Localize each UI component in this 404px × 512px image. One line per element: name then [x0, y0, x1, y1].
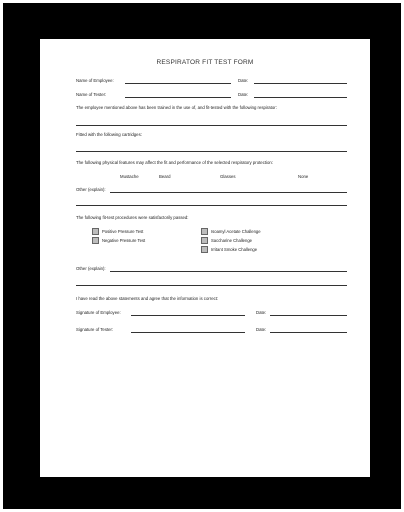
signature-employee-field[interactable] — [131, 315, 245, 316]
irritant-smoke-label: Irritant Smoke Challenge — [211, 247, 258, 252]
positive-pressure-label: Positive Pressure Test — [102, 229, 144, 234]
feature-beard[interactable]: Beard — [159, 174, 171, 179]
name-of-tester-field[interactable] — [125, 97, 231, 98]
name-of-employee-label: Name of Employee: — [76, 78, 114, 83]
tester-date-label: Date: — [238, 92, 249, 97]
negative-pressure-checkbox[interactable] — [92, 237, 99, 244]
isoamyl-acetate-label: Isoamyl Acetate Challenge — [211, 229, 261, 234]
other-explain-field-2b[interactable] — [76, 285, 347, 286]
employee-date-label: Date: — [238, 78, 249, 83]
isoamyl-acetate-checkbox[interactable] — [201, 228, 208, 235]
form-sheet — [40, 39, 370, 477]
irritant-smoke-checkbox[interactable] — [201, 246, 208, 253]
signature-tester-field[interactable] — [131, 332, 245, 333]
respirator-field[interactable] — [76, 125, 347, 126]
black-frame — [3, 3, 401, 509]
other-explain-field-1a[interactable] — [110, 192, 347, 193]
tester-date-field[interactable] — [254, 97, 347, 98]
other-explain-label-2: Other (explain): — [76, 266, 106, 271]
signature-employee-label: Signature of Employee: — [76, 310, 121, 315]
positive-pressure-checkbox[interactable] — [92, 228, 99, 235]
cartridges-label: Fitted with the following cartridges: — [76, 132, 142, 137]
signature-tester-date-label: Date: — [256, 327, 267, 332]
feature-glasses[interactable]: Glasses — [220, 174, 236, 179]
agreement-statement: I have read the above statements and agree that the information is correct: — [76, 296, 219, 301]
form-title: RESPIRATOR FIT TEST FORM — [156, 59, 254, 66]
saccharine-checkbox[interactable] — [201, 237, 208, 244]
procedures-statement: The following fit-test procedures were satisfactorily passed: — [76, 215, 189, 220]
saccharine-label: Saccharine Challenge — [211, 238, 252, 243]
cartridges-field[interactable] — [76, 151, 347, 152]
employee-date-field[interactable] — [254, 83, 347, 84]
feature-mustache[interactable]: Mustache — [120, 174, 139, 179]
signature-employee-date-field[interactable] — [270, 315, 347, 316]
trained-statement: The employee mentioned above has been trained in the use of, and fit-tested with the following respirator: — [76, 105, 277, 110]
negative-pressure-label: Negative Pressure Test — [102, 238, 146, 243]
signature-tester-label: Signature of Tester: — [76, 327, 114, 332]
other-explain-field-1b[interactable] — [76, 205, 347, 206]
signature-employee-date-label: Date: — [256, 310, 267, 315]
other-explain-label-1: Other (explain): — [76, 187, 106, 192]
name-of-tester-label: Name of Tester: — [76, 92, 107, 97]
name-of-employee-field[interactable] — [125, 83, 231, 84]
other-explain-field-2a[interactable] — [110, 271, 347, 272]
signature-tester-date-field[interactable] — [270, 332, 347, 333]
physical-features-statement: The following physical features may affect the fit and performance of the selected respiratory protection: — [76, 160, 273, 165]
feature-none[interactable]: None — [298, 174, 309, 179]
